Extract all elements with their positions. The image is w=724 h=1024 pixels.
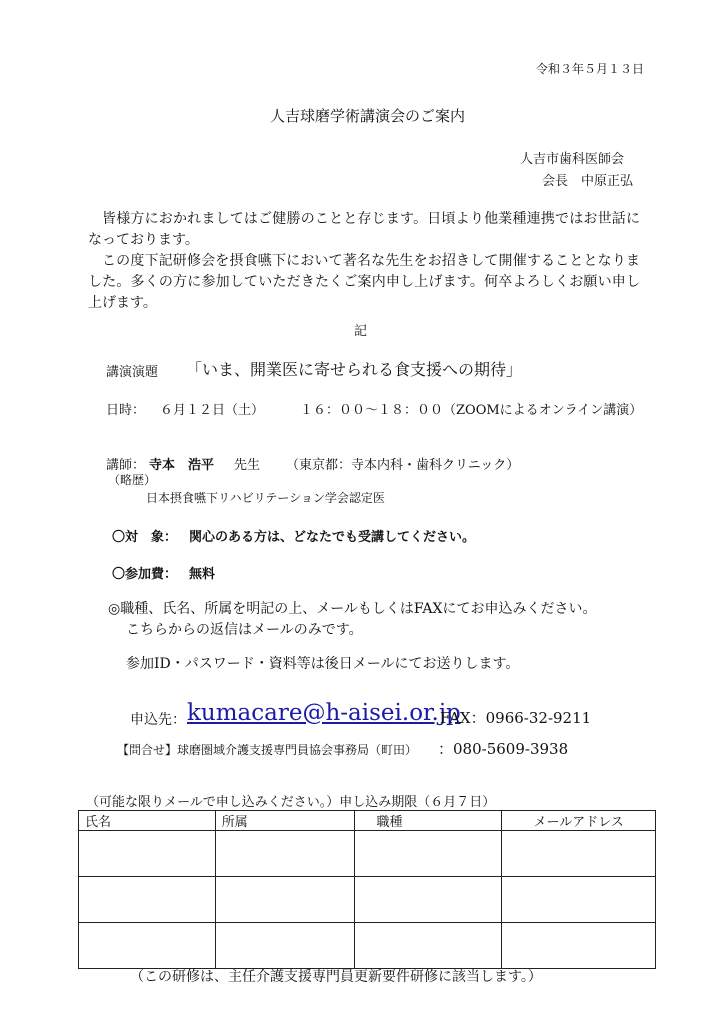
table-cell[interactable]: [354, 923, 502, 969]
fee-label: 〇参加費：: [112, 567, 178, 582]
lecture-time: １６：００〜１８：００（ZOOMによるオンライン講演）: [300, 403, 643, 418]
table-cell[interactable]: [215, 831, 354, 877]
lecture-date: ６月１２日（土）: [160, 403, 265, 418]
id-password-note: 参加ID・パスワード・資料等は後日メールにてお送りします。: [126, 656, 520, 672]
table-cell[interactable]: [502, 877, 656, 923]
speaker-name: 寺本 浩平: [149, 458, 215, 473]
column-header-affiliation: 所属: [215, 811, 354, 831]
speaker-affiliation: （東京都：寺本内科・歯科クリニック）: [286, 458, 520, 473]
ki-heading: 記: [354, 324, 368, 339]
table-cell[interactable]: [79, 877, 216, 923]
fax-number: FAX：0966-32-9211: [440, 709, 592, 727]
greeting-paragraphs: [88, 209, 640, 314]
table-cell[interactable]: [79, 923, 216, 969]
target-text: 関心のある方は、どなたでも受講してください。: [189, 530, 476, 545]
table-header-row: [79, 811, 656, 831]
column-header-occupation: 職種: [354, 811, 502, 831]
greeting-paragraph-2: この度下記研修会を摂食嚥下において著名な先生をお招きして開催することとなりました。多くの方に参加していただきたくご案内申し上げます。何卒よろしくお願い申し上げます。: [88, 253, 640, 311]
lecture-title: 「いま、開業医に寄せられる食支援への期待」: [186, 360, 523, 379]
table-row: [79, 831, 656, 877]
apply-to-label: 申込先：: [130, 712, 186, 728]
document-title: 人吉球磨学術講演会のご案内: [270, 107, 466, 125]
table-cell[interactable]: [79, 831, 216, 877]
footer-note: （この研修は、主任介護支援専門員更新要件研修に該当します。）: [130, 969, 542, 985]
table-cell[interactable]: [502, 923, 656, 969]
sender-organization: 人吉市歯科医師会: [520, 152, 625, 167]
inquiry-phone: ：080-5609-3938: [438, 740, 569, 758]
reply-note: こちらからの返信はメールのみです。: [126, 622, 363, 638]
contact-email-link[interactable]: kumacare@h-aisei.or.jp: [187, 700, 461, 726]
speaker-bio: 日本摂食嚥下リハビリテーション学会認定医: [146, 491, 385, 505]
table-cell[interactable]: [215, 923, 354, 969]
table-cell[interactable]: [215, 877, 354, 923]
form-deadline-note: （可能な限りメールで申し込みください。）申し込み期限（６月７日）: [86, 795, 496, 810]
fee-text: 無料: [189, 567, 216, 582]
column-header-email: メールアドレス: [502, 811, 656, 831]
speaker-honorific: 先生: [234, 458, 261, 473]
greeting-paragraph-1: 皆様方におかれましてはご健勝のことと存じます。日頃より他業種連携ではお世話になっております。: [88, 211, 640, 248]
column-header-name: 氏名: [79, 811, 216, 831]
lecture-date-label: 日時：: [106, 403, 146, 418]
table-cell[interactable]: [354, 877, 502, 923]
table-row: [79, 923, 656, 969]
target-label: 〇対 象：: [112, 530, 178, 545]
table-cell[interactable]: [354, 831, 502, 877]
inquiry-label: 【問合せ】球磨圏域介護支援専門員協会事務局（町田）: [117, 743, 418, 757]
document-date: 令和３年５月１３日: [535, 62, 644, 76]
table-cell[interactable]: [502, 831, 656, 877]
speaker-label: 講師：: [106, 458, 146, 473]
table-row: [79, 877, 656, 923]
application-form-table: [78, 810, 656, 969]
application-instruction: ◎職種、氏名、所属を明記の上、メールもしくはFAXにてお申込みください。: [108, 601, 597, 617]
sender-president: 会長 中原正弘: [542, 174, 634, 189]
bio-label: （略歴）: [108, 473, 157, 487]
lecture-title-label: 講演演題: [106, 365, 159, 380]
